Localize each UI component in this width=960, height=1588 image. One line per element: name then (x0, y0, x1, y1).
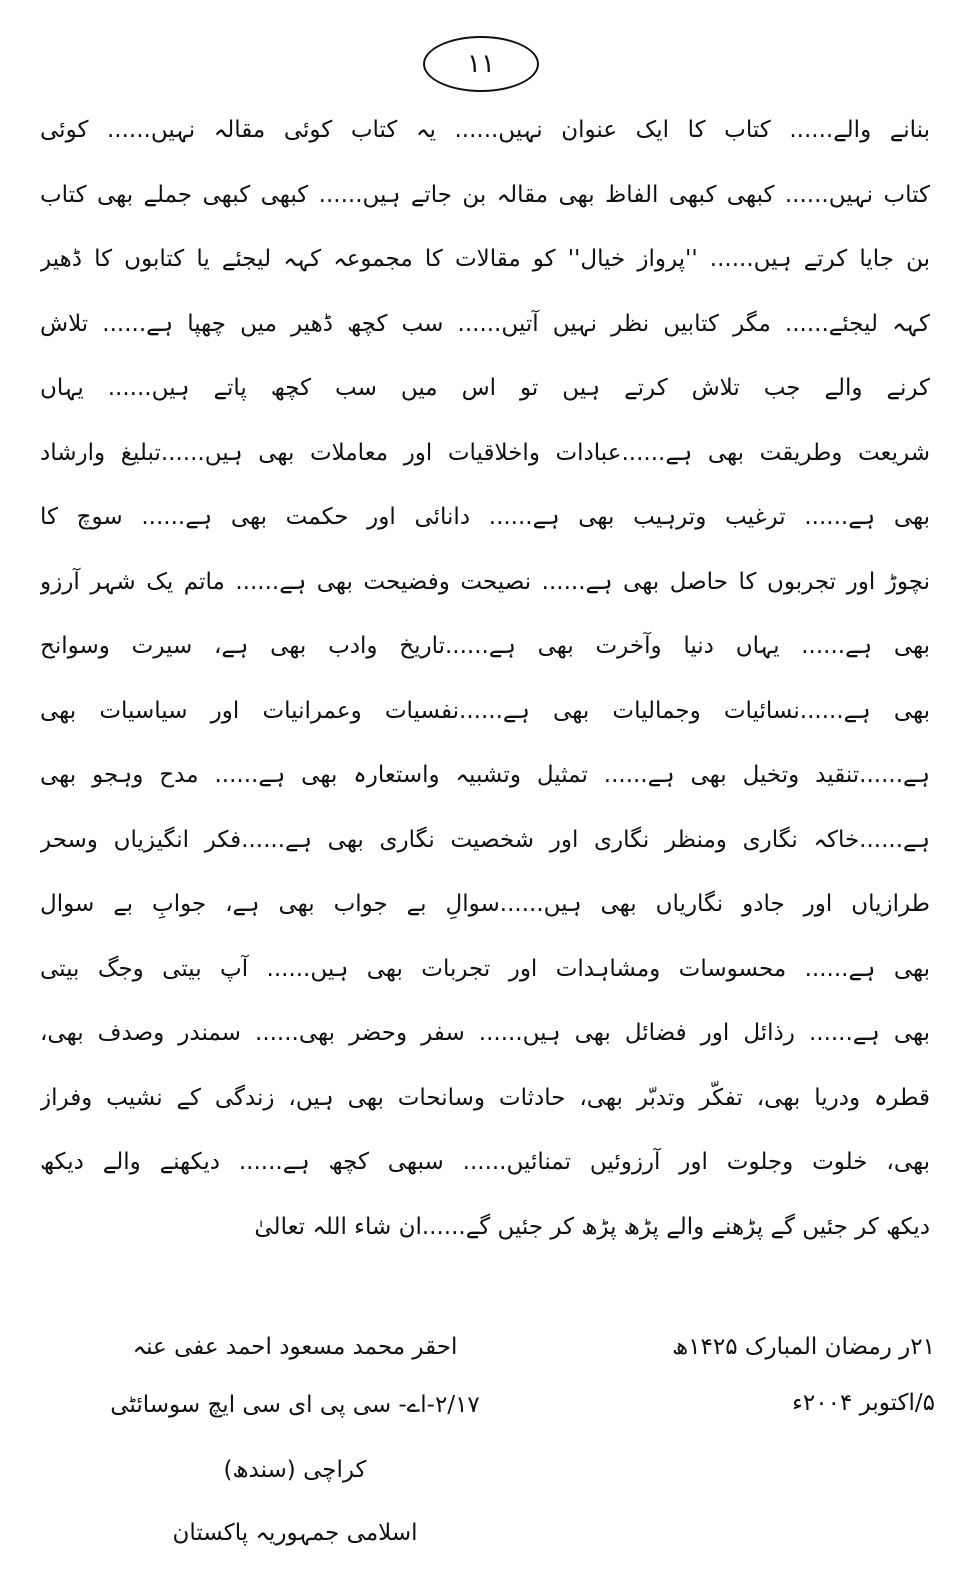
body-line: طرازیاں اور جادو نگاریاں بھی ہیں......سوالِ بے جواب بھی ہے، جوابِ بے سوال (40, 891, 930, 917)
body-line: دیکھ کر جئیں گے پڑھنے والے پڑھ پڑھ کر جئیں گے......ان شاء اللہ تعالیٰ (254, 1213, 930, 1240)
body-line: ہے......تنقید وتخیل بھی ہے...... تمثیل وتشبیہ واستعارہ بھی ہے...... مدح وہجو بھی (40, 762, 930, 788)
page-number-text: ۱۱ (467, 49, 495, 79)
body-line: بن جایا کرتے ہیں...... ''پرواز خیال'' کو مقالات کا مجموعہ کہہ لیجئے یا کتابوں کا ڈھیر (40, 246, 930, 272)
body-line: کرنے والے جب تلاش کرتے ہیں تو اس میں سب کچھ پاتے ہیں...... یہاں (40, 375, 930, 401)
author-country-line: اسلامی جمہوریہ پاکستان (172, 1520, 418, 1546)
body-line: بھی ہے...... ترغیب وترہیب بھی ہے...... دانائی اور حکمت بھی ہے...... سوچ کا (40, 504, 930, 530)
body-line: بھی ہے...... محسوسات ومشاہدات اور تجربات بھی ہیں...... آپ بیتی وجگ بیتی (40, 955, 930, 982)
hijri-date: ۲۱ر رمضان المبارک ۱۴۲۵ھ (672, 1334, 935, 1360)
body-line: بھی ہے...... رذائل اور فضائل بھی ہیں...... سفر وحضر بھی...... سمندر وصدف بھی، (40, 1020, 930, 1046)
body-line: بھی، خلوت وجلوت اور آرزوئیں تمنائیں...... سبھی کچھ ہے...... دیکھنے والے دیکھ (40, 1149, 930, 1175)
author-signature-line: احقر محمد مسعود احمد عفی عنہ (132, 1334, 458, 1360)
body-line: ہے......خاکہ نگاری ومنظر نگاری اور شخصیت نگاری بھی ہے......فکر انگیزیاں وسحر (40, 826, 930, 853)
body-line: بھی ہے...... یہاں دنیا وآخرت بھی ہے......تاریخ وادب بھی ہے، سیرت وسوانح (40, 633, 930, 659)
body-line: قطرہ ودریا بھی، تفکّر وتدبّر بھی، حادثات وسانحات بھی ہیں، زندگی کے نشیب وفراز (40, 1084, 930, 1111)
body-line: کتاب نہیں...... کبھی کبھی الفاظ بھی مقالہ بن جاتے ہیں...... کبھی کبھی جملے بھی کتاب (40, 181, 930, 208)
body-line: شریعت وطریقت بھی ہے......عبادات واخلاقیات اور معاملات بھی ہیں......تبلیغ وارشاد (40, 439, 930, 466)
body-line: نچوڑ اور تجربوں کا حاصل بھی ہے...... نصیحت وفضیحت بھی ہے...... ماتم یک شہر آرزو (40, 568, 930, 595)
body-line: کہہ لیجئے...... مگر کتابیں نظر نہیں آتیں...... سب کچھ ڈھیر میں چھپا ہے...... تلاش (40, 310, 930, 337)
body-line: بنانے والے...... کتاب کا ایک عنوان نہیں...... یہ کتاب کوئی مقالہ نہیں...... کوئی (40, 117, 930, 143)
gregorian-date: ۵/اکتوبر ۲۰۰۴ء (792, 1390, 935, 1416)
body-line: بھی ہے......نسائیات وجمالیات بھی ہے......نفسیات وعمرانیات اور سیاسیات بھی (40, 697, 930, 724)
author-city-line: کراچی (سندھ) (223, 1457, 367, 1483)
page-number (423, 36, 539, 92)
author-address-line: ۲/۱۷-اے- سی پی ای سی ایچ سوسائٹی (110, 1392, 480, 1418)
